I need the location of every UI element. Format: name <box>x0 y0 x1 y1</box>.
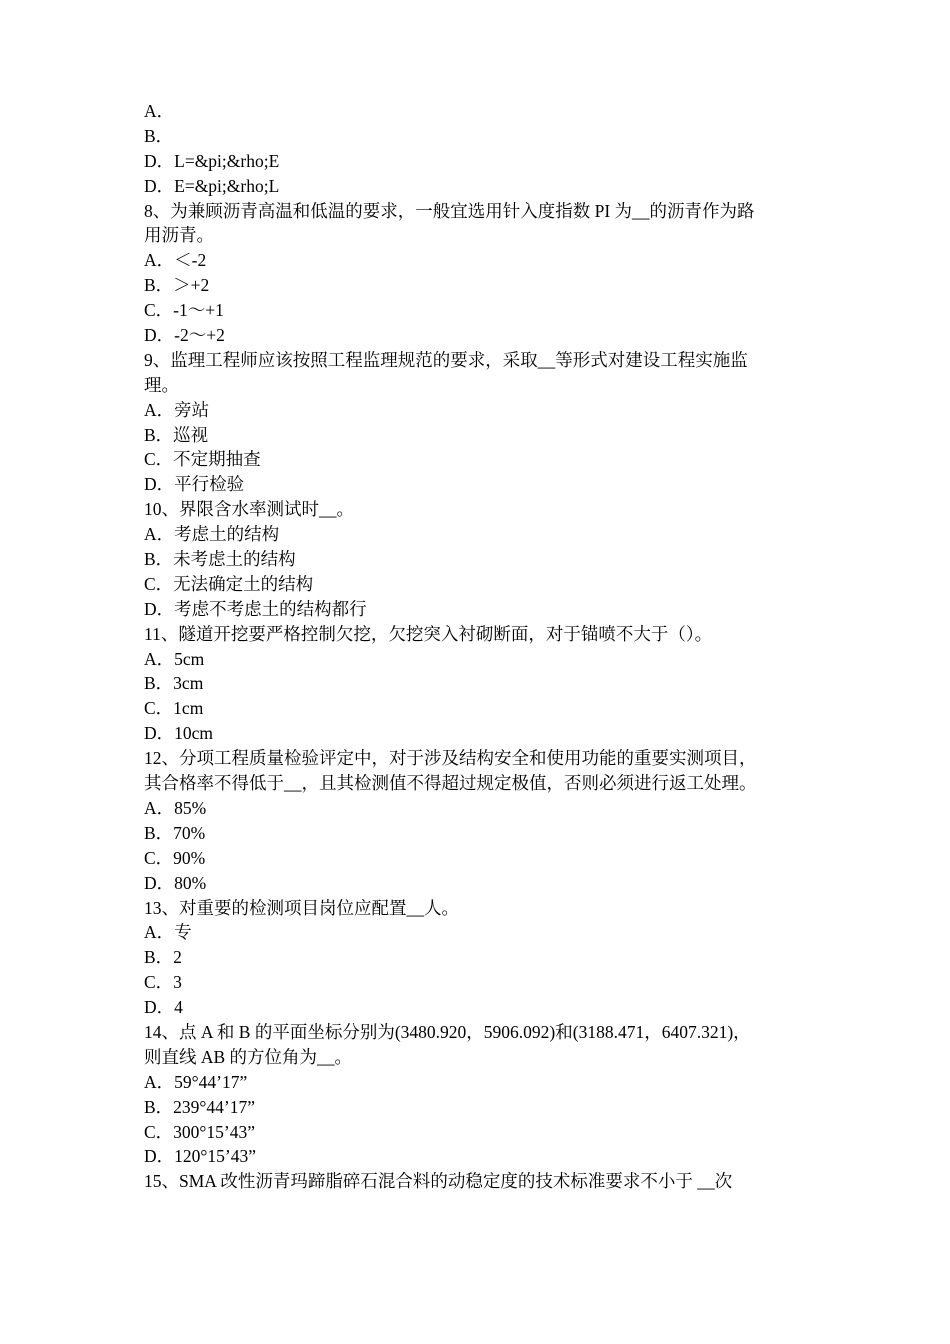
option-c: C．无法确定土的结构 <box>144 573 314 594</box>
option-d: D．120°15’43” <box>144 1146 256 1167</box>
option-a: A．＜-2 <box>144 250 207 271</box>
option-d: D．考虑不考虑土的结构都行 <box>144 598 367 619</box>
option-d: D．10cm <box>144 723 214 744</box>
question-8-text: 8、为兼顾沥青高温和低温的要求，一般宜选用针入度指数 PI 为__的沥青作为路 <box>144 200 755 221</box>
option-d: D．E=&pi;&rho;L <box>144 175 280 196</box>
option-c: C．1cm <box>144 698 204 719</box>
option-c: C．300°15’43” <box>144 1121 256 1142</box>
document-page <box>144 99 808 1194</box>
option-c: C．90% <box>144 847 206 868</box>
option-c: C．-1～+1 <box>144 300 224 321</box>
option-b: B．＞+2 <box>144 275 210 296</box>
option-a: A．专 <box>144 922 192 943</box>
question-9-text: 9、监理工程师应该按照工程监理规范的要求，采取__等形式对建设工程实施监 <box>144 349 748 370</box>
option-d: D．4 <box>144 997 183 1018</box>
question-8-text-cont: 用沥青。 <box>144 225 214 246</box>
question-15-text: 15、SMA 改性沥青玛蹄脂碎石混合料的动稳定度的技术标准要求不小于 __次 <box>144 1171 733 1192</box>
option-a: A． <box>144 101 175 121</box>
option-c: C．不定期抽查 <box>144 449 261 470</box>
question-12-text: 12、分项工程质量检验评定中，对于涉及结构安全和使用功能的重要实测项目， <box>144 748 757 769</box>
option-b: B．3cm <box>144 673 204 694</box>
option-b: B．239°44’17” <box>144 1096 256 1117</box>
question-9-text-cont: 理。 <box>144 374 179 395</box>
option-b: B．巡视 <box>144 424 209 445</box>
option-a: A．85% <box>144 797 207 818</box>
option-b: B．70% <box>144 822 206 843</box>
option-b: B．2 <box>144 947 182 968</box>
option-b: B． <box>144 125 174 146</box>
question-13-text: 13、对重要的检测项目岗位应配置__人。 <box>144 897 459 918</box>
option-d: D．平行检验 <box>144 474 245 495</box>
option-a: A．59°44’17” <box>144 1071 248 1092</box>
question-10-text: 10、界限含水率测试时__。 <box>144 499 354 520</box>
option-c: C．3 <box>144 972 182 993</box>
option-d: D．-2～+2 <box>144 325 225 346</box>
option-a: A．旁站 <box>144 399 210 420</box>
option-d: D．80% <box>144 872 207 893</box>
question-14-text-cont: 则直线 AB 的方位角为__。 <box>144 1046 353 1067</box>
question-14-text: 14、点 A 和 B 的平面坐标分别为(3480.920，5906.092)和(3188.471，6407.321)， <box>144 1021 751 1042</box>
question-11-text: 11、隧道开挖要严格控制欠挖，欠挖突入衬砌断面，对于锚喷不大于（）。 <box>144 623 713 644</box>
question-12-text-cont: 其合格率不得低于__，且其检测值不得超过规定极值，否则必须进行返工处理。 <box>144 773 757 794</box>
option-a: A．5cm <box>144 648 205 669</box>
option-b: B．未考虑土的结构 <box>144 549 296 570</box>
option-a: A．考虑土的结构 <box>144 524 280 545</box>
option-d: D．L=&pi;&rho;E <box>144 150 280 171</box>
